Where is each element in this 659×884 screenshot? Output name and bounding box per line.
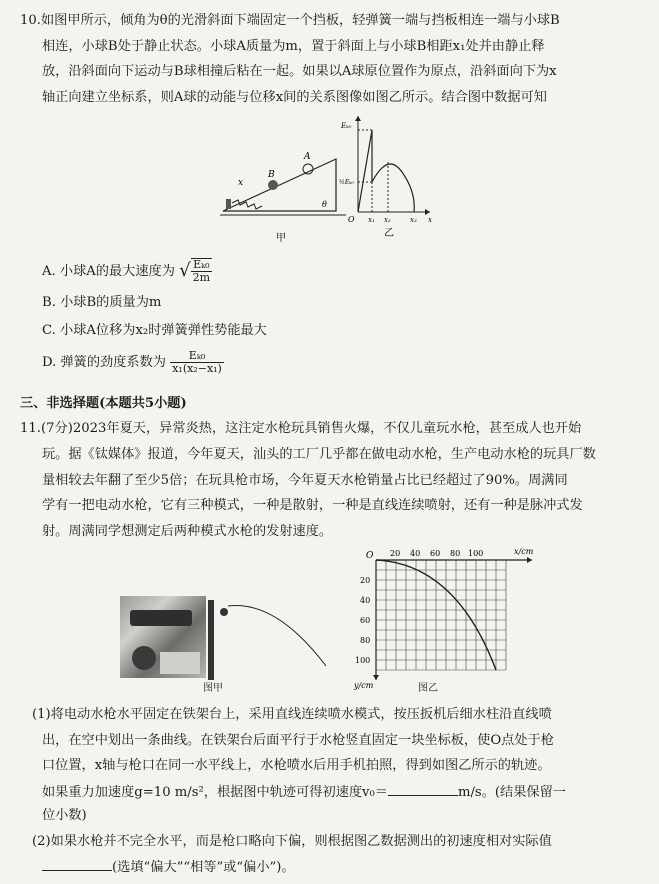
grid-y-label: y/cm	[354, 681, 374, 690]
water-gun-shape	[130, 610, 192, 626]
q11-photo-water-gun	[120, 596, 206, 678]
grid-y-tick-80: 80	[360, 636, 371, 645]
wheel-shape	[132, 646, 156, 670]
q10-option-d	[42, 350, 224, 376]
q11-grid-figure	[346, 544, 546, 694]
option-d-num: Eₖ₀	[170, 350, 224, 363]
q10-line-4: 轴正向建立坐标系，则A球的动能与位移x间的关系图像如图乙所示。结合图中数据可知	[42, 90, 547, 105]
q10-option-b: B. 小球B的质量为m	[42, 295, 162, 310]
jia-label-B: B	[268, 170, 275, 180]
grid-origin: O	[366, 551, 374, 561]
stand-base	[160, 652, 200, 674]
yi-origin: O	[348, 215, 355, 224]
yi-x2: x₂	[384, 216, 391, 224]
grid-y-tick-40: 40	[360, 596, 371, 605]
option-a-sqrt: √ $\frac{\text{Eₖ₀}}{2m}$	[179, 258, 211, 284]
q10-option-a	[42, 258, 212, 285]
q10-option-c: C. 小球A位移为x₂时弹簧弹性势能最大	[42, 323, 267, 338]
q11-fig-jia-caption: 图甲	[203, 683, 223, 694]
jia-label-theta: θ	[322, 200, 327, 209]
sub1-question-suffix: m/s。(结果保留一	[457, 785, 566, 800]
section-3-heading: 三、非选择题(本题共5小题)	[20, 396, 187, 411]
grid-x-tick-100: 100	[468, 549, 484, 558]
grid-y-tick-60: 60	[360, 616, 371, 625]
q11-line-2: 玩。据《钛媒体》报道，今年夏天，汕头的工厂几乎都在做电动水枪，生产电动水枪的玩具厂数	[42, 447, 596, 462]
grid-y-tick-100: 100	[355, 656, 371, 665]
sub2-suffix: (选填“偏大”“相等”或“偏小”)。	[112, 860, 295, 875]
q11-sub1-line-1: (1)将电动水枪水平固定在铁架台上，采用直线连续喷水模式，按压扳机后细水柱沿直线喷	[32, 707, 552, 722]
yi-caption: 乙	[384, 228, 394, 239]
q11-sub1-line-2: 出，在空中划出一条曲线。在铁架台后面平行于水枪竖直固定一块坐标板，使O点处于枪	[42, 733, 554, 748]
q10-figure-jia	[218, 145, 348, 245]
q11-fig-yi-caption: 图乙	[418, 683, 438, 694]
yi-x3: x₃	[410, 216, 417, 224]
option-a-num: Eₖ₀	[191, 259, 212, 272]
q10-line-1: 10.如图甲所示，倾角为θ的光滑斜面下端固定一个挡板，轻弹簧一端与挡板相连一端与小球B	[20, 13, 560, 28]
q10-figure-yi	[338, 112, 438, 240]
option-d-den: x₁(x₂−x₁)	[172, 362, 222, 375]
jia-label-A: A	[304, 152, 311, 162]
q11-line-4: 学有一把电动水枪，它有三种模式，一种是散射，一种是直线连续喷射，还有一种是脉冲式发	[42, 498, 583, 513]
jia-caption: 甲	[276, 233, 286, 244]
answer-blank-bias[interactable]	[42, 858, 112, 871]
grid-x-tick-20: 20	[390, 549, 401, 558]
q11-line-1: 11.(7分)2023年夏天，异常炎热，这注定水枪玩具销售火爆，不仅儿童玩水枪，甚至成人也开始	[20, 421, 582, 436]
option-a-den: 2m	[192, 271, 211, 284]
grid-x-tick-40: 40	[410, 549, 421, 558]
q11-line-3: 量相较去年翻了至少5倍；在玩具枪市场，今年夏天水枪销量占比已经超过了90%。周满同	[42, 473, 568, 488]
q11-trajectory-sketch	[206, 596, 336, 686]
jia-label-x: x	[238, 178, 244, 188]
q10-line-3: 放，沿斜面向下运动与B球相撞后粘在一起。如果以A球原位置作为原点，沿斜面向下为x	[42, 64, 557, 79]
yi-x1: x₁	[368, 216, 375, 224]
q11-sub1-question-line2: 位小数)	[42, 808, 87, 823]
option-a-text: A. 小球A的最大速度为	[42, 263, 175, 279]
grid-x-label: x/cm	[514, 547, 534, 556]
q11-line-5: 射。周满同学想测定后两种模式水枪的发射速度。	[42, 524, 333, 539]
q11-sub1-question	[42, 783, 566, 802]
q11-sub1-line-3: 口位置，x轴与枪口在同一水平线上，水枪喷水后用手机拍照，得到如图乙所示的轨迹。	[42, 758, 551, 773]
yi-ekhalf-label: ½Eₖ₀	[339, 179, 354, 186]
sub1-question-prefix: 如果重力加速度g=10 m/s²，根据图中轨迹可得初速度v₀＝	[42, 785, 388, 800]
answer-blank-v0[interactable]	[388, 783, 458, 796]
grid-y-tick-20: 20	[360, 576, 371, 585]
grid-x-tick-80: 80	[450, 549, 461, 558]
q11-sub2-line-2	[42, 858, 295, 877]
option-d-frac	[170, 350, 224, 375]
q11-sub2-line-1: (2)如果水枪并不完全水平，而是枪口略向下偏，则根据图乙数据测出的初速度相对实际值	[32, 834, 552, 849]
yi-x-axis: x	[428, 216, 432, 224]
q10-line-2: 相连，小球B处于静止状态。小球A质量为m，置于斜面上与小球B相距x₁处并由静止释	[42, 39, 545, 54]
option-d-text: D. 弹簧的劲度系数为	[42, 355, 166, 370]
yi-ek0-label: Eₖ₀	[341, 122, 352, 130]
grid-x-tick-60: 60	[430, 549, 441, 558]
